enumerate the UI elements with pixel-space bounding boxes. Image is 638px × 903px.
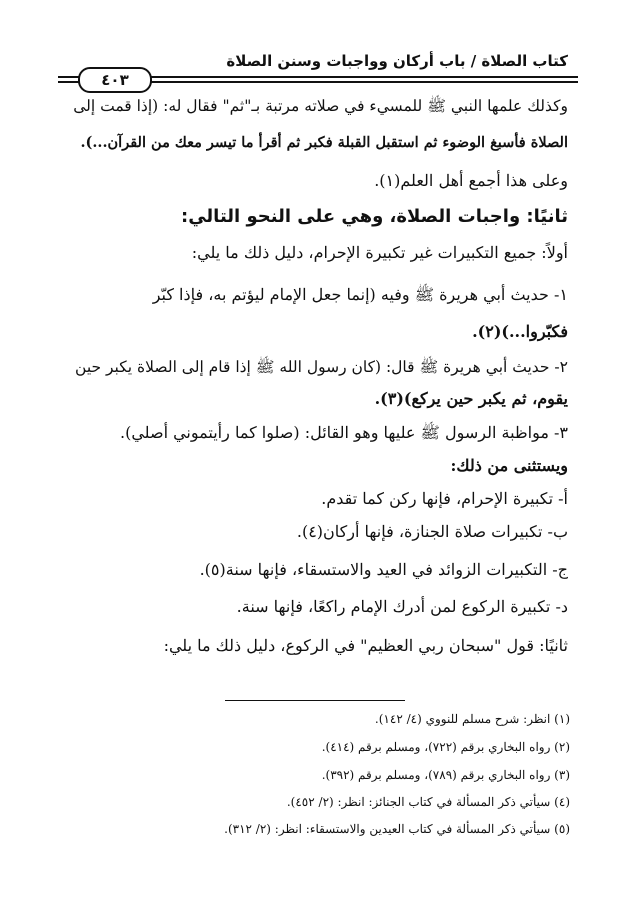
list-item: ب- تكبيرات صلاة الجنازة، فإنها أركان(٤). <box>296 522 568 541</box>
footnote: (٣) رواه البخاري برقم (٧٨٩)، ومسلم برقم (٣٩٢). <box>321 768 570 782</box>
body-line: ١- حديث أبي هريرة ﷺ وفيه (إنما جعل الإمام ليؤتم به، فإذا كبّر <box>152 285 568 304</box>
footnote: (٥) سيأتي ذكر المسألة في كتاب العيدين والاستسقاء: انظر: (٢/ ٣١٢). <box>224 822 570 836</box>
body-line: ٢- حديث أبي هريرة ﷺ قال: (كان رسول الله ﷺ إذا قام إلى الصلاة يكبر حين <box>75 358 568 376</box>
footnote-separator <box>225 700 405 701</box>
body-line: ٣- مواظبة الرسول ﷺ عليها وهو القائل: (صلوا كما رأيتموني أصلي). <box>120 423 568 442</box>
list-item: د- تكبيرة الركوع لمن أدرك الإمام راكعًا، فإنها سنة. <box>236 597 568 616</box>
section-heading: ثانيًا: واجبات الصلاة، وهي على النحو التالي: <box>181 206 568 227</box>
body-line: ويستثنى من ذلك: <box>450 456 568 475</box>
body-line: أولاً: جميع التكبيرات غير تكبيرة الإحرام، دليل ذلك ما يلي: <box>191 243 568 262</box>
page-number: ٤٠٣ <box>78 67 152 93</box>
body-line: يقوم، ثم يكبر حين يركع)(٣). <box>374 389 568 408</box>
list-item: أ- تكبيرة الإحرام، فإنها ركن كما تقدم. <box>321 489 568 508</box>
footnote: (٢) رواه البخاري برقم (٧٢٢)، ومسلم برقم (٤١٤). <box>321 740 570 754</box>
body-line: وكذلك علمها النبي ﷺ للمسيء في صلاته مرتبة بـ"ثم" فقال له: (إذا قمت إلى <box>73 97 568 115</box>
running-header: كتاب الصلاة / باب أركان وواجبات وسنن الصلاة <box>226 52 568 70</box>
footnote: (١) انظر: شرح مسلم للنووي (٤/ ١٤٢). <box>374 712 570 726</box>
body-line: فكبّروا...)(٢). <box>472 322 568 341</box>
body-line: الصلاة فأسبغ الوضوء ثم استقبل القبلة فكبر ثم أقرأ ما تيسر معك من القرآن...). <box>80 134 568 151</box>
list-item: ج- التكبيرات الزوائد في العيد والاستسقاء، فإنها سنة(٥). <box>199 560 568 579</box>
body-line: وعلى هذا أجمع أهل العلم(١). <box>374 171 568 190</box>
footnote: (٤) سيأتي ذكر المسألة في كتاب الجنائز: انظر: (٢/ ٤٥٢). <box>286 795 570 809</box>
body-line: ثانيًا: قول "سبحان ربي العظيم" في الركوع، دليل ذلك ما يلي: <box>163 636 568 655</box>
